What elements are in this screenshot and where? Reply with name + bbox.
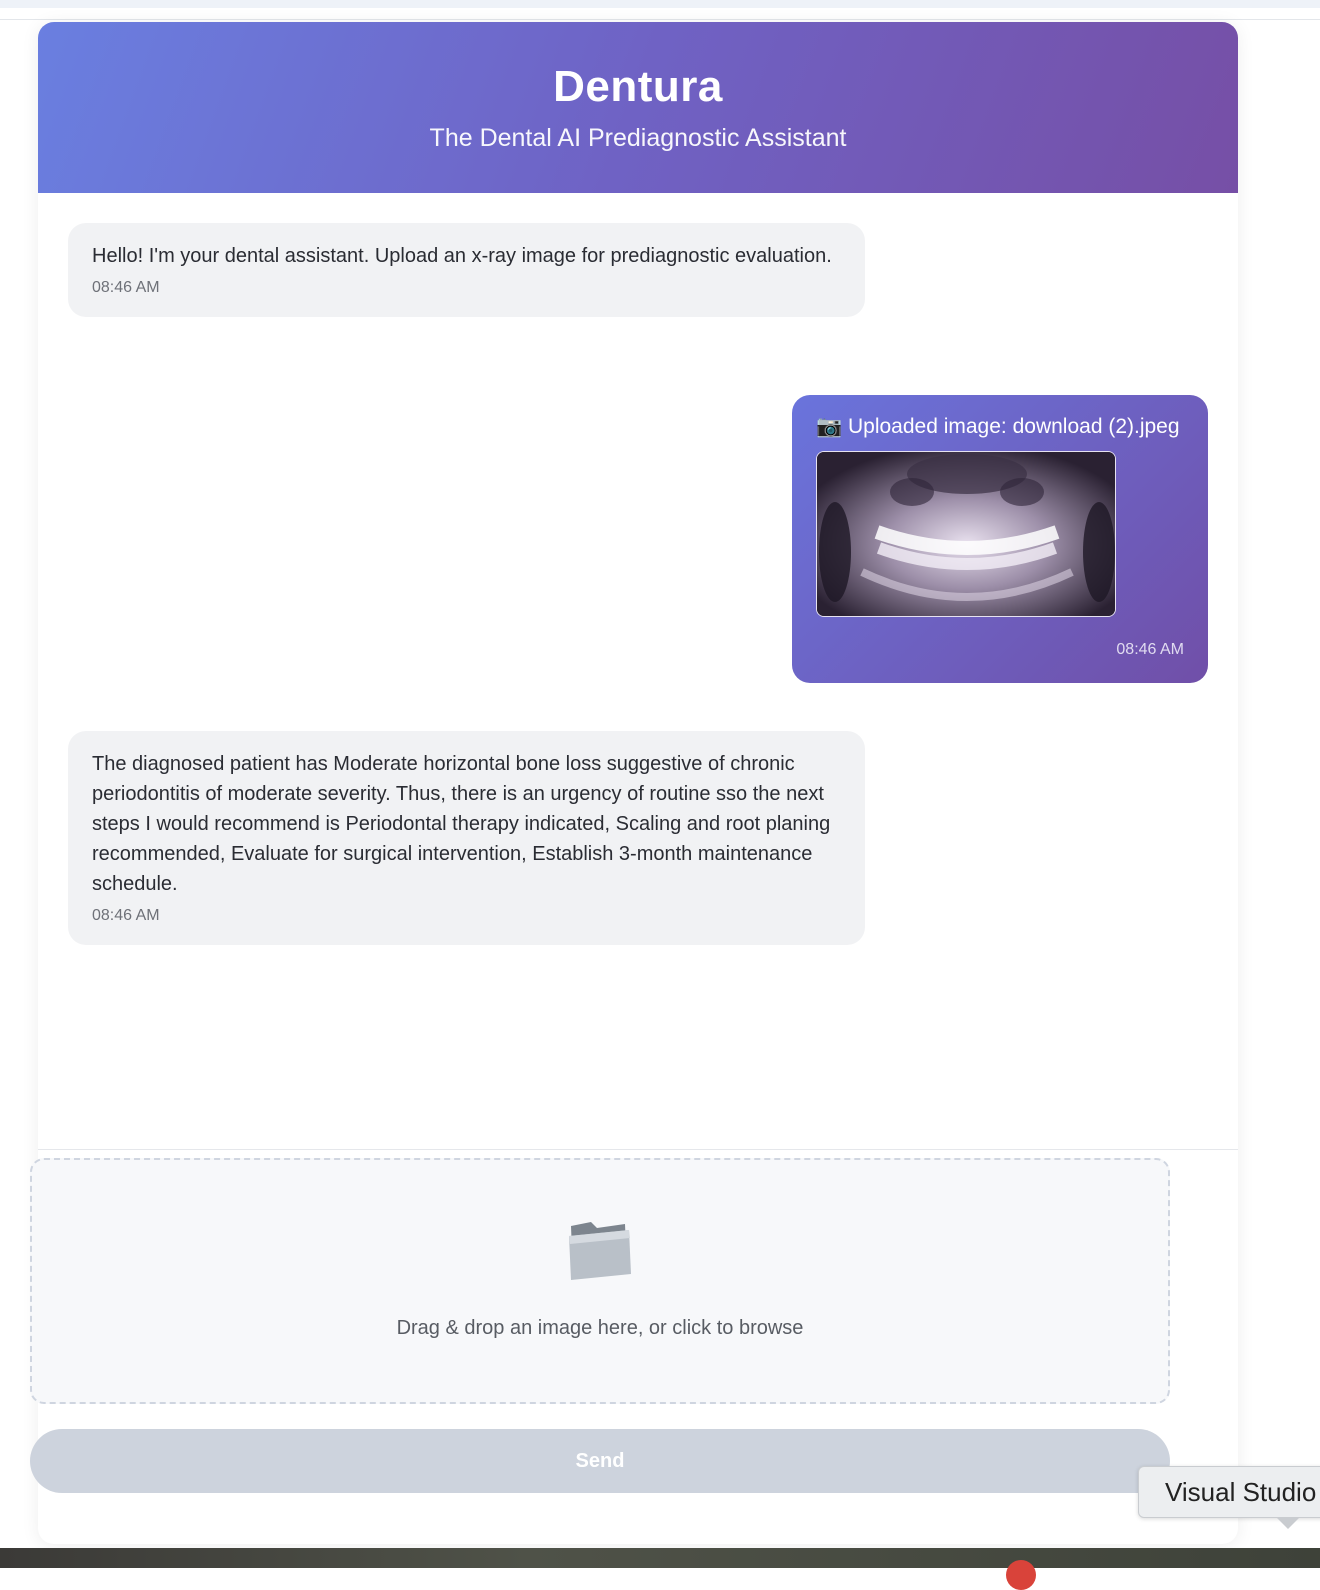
app-title: Dentura	[553, 62, 723, 111]
bot-message	[68, 223, 865, 317]
dock-app-icon[interactable]	[1006, 1560, 1036, 1590]
chat-messages[interactable]	[38, 193, 1238, 1149]
dock-tooltip: Visual Studio	[1138, 1466, 1320, 1518]
message-timestamp: 08:46 AM	[1116, 641, 1184, 658]
browser-top-divider	[0, 19, 1320, 20]
image-dropzone[interactable]	[30, 1158, 1170, 1404]
folder-icon	[32, 1216, 1168, 1287]
os-dock	[0, 1548, 1320, 1568]
message-text: The diagnosed patient has Moderate horizontal bone loss suggestive of chronic periodontitis of moderate severity. Thus, there is an urgency of routine sso the next steps I would recommend is Periodontal therapy indicated, Scaling and root planing recommended, Evaluate for surgical intervention, Establish 3-month maintenance schedule.	[92, 753, 831, 895]
uploaded-xray-image[interactable]	[816, 451, 1116, 617]
input-divider	[38, 1149, 1238, 1150]
bot-message	[68, 731, 865, 945]
message-text: Hello! I'm your dental assistant. Upload an x-ray image for prediagnostic evaluation.	[92, 245, 832, 267]
user-message	[792, 395, 1208, 683]
message-timestamp: 08:46 AM	[92, 907, 160, 924]
send-button[interactable]: Send	[30, 1429, 1170, 1493]
message-text: 📷 Uploaded image: download (2).jpeg	[816, 415, 1180, 438]
xray-thumbnail	[817, 452, 1116, 617]
message-timestamp: 08:46 AM	[92, 279, 160, 296]
tooltip-arrow	[1276, 1517, 1300, 1529]
dropzone-hint: Drag & drop an image here, or click to browse	[396, 1317, 804, 1339]
app-subtitle: The Dental AI Prediagnostic Assistant	[429, 124, 847, 152]
browser-top-bar	[0, 0, 1320, 8]
app-header	[38, 22, 1238, 193]
